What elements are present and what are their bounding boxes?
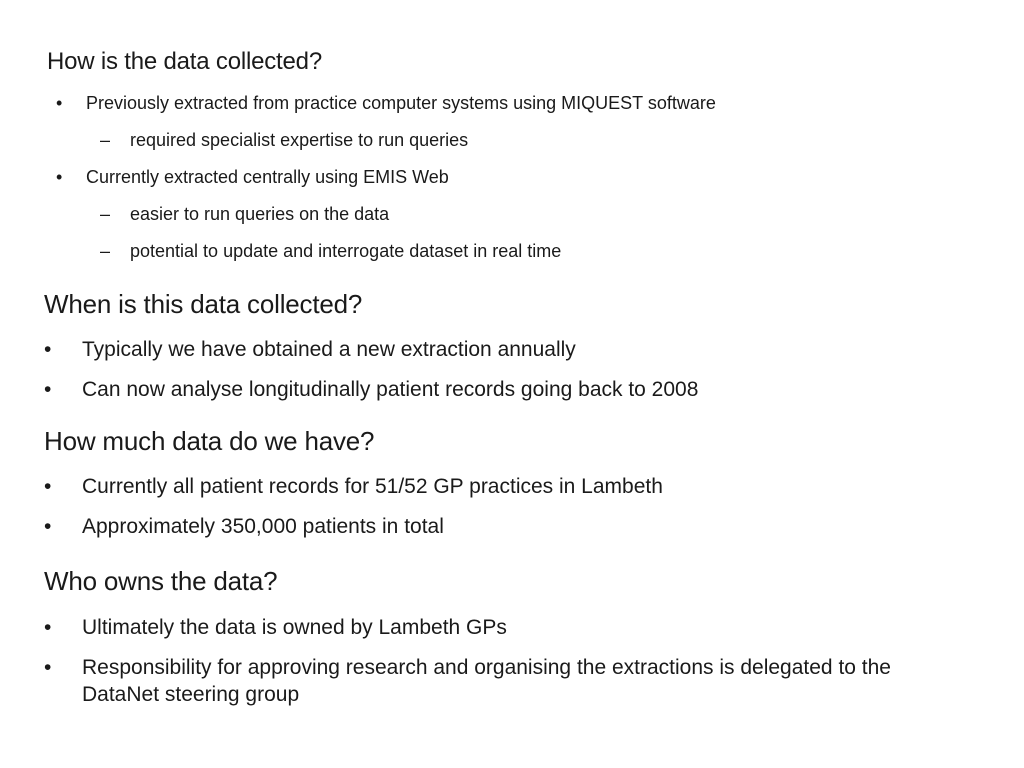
- section-heading: Who owns the data?: [44, 566, 278, 596]
- bullet-text: Previously extracted from practice computer systems using MIQUEST software: [86, 93, 716, 113]
- bullet-dot-icon: •: [44, 616, 52, 639]
- bullet-text: Currently all patient records for 51/52 GP practices in Lambeth: [82, 475, 663, 498]
- bullet-item: [44, 614, 984, 641]
- bullet-item: [44, 336, 984, 363]
- bullet-text: Can now analyse longitudinally patient records going back to 2008: [82, 378, 699, 401]
- bullet-item: [44, 654, 904, 709]
- bullet-dash-icon: –: [100, 130, 111, 150]
- bullet-text: Approximately 350,000 patients in total: [82, 515, 444, 538]
- bullet-dash-icon: –: [100, 204, 111, 224]
- bullet-text: Currently extracted centrally using EMIS Web: [86, 167, 449, 187]
- bullet-text: Typically we have obtained a new extraction annually: [82, 338, 576, 361]
- bullet-dot-icon: •: [44, 475, 52, 498]
- bullet-dot-icon: •: [44, 338, 52, 361]
- bullet-text: Ultimately the data is owned by Lambeth GPs: [82, 616, 507, 639]
- bullet-item: [44, 376, 984, 403]
- bullet-text: easier to run queries on the data: [130, 204, 390, 224]
- sub-bullet-item: [100, 203, 960, 226]
- section-heading: How is the data collected?: [47, 48, 322, 75]
- bullet-dot-icon: •: [56, 167, 63, 187]
- bullet-item: [44, 513, 984, 540]
- bullet-text: Responsibility for approving research and organising the extractions is delegated to the DataNet steering group: [82, 656, 891, 707]
- sub-bullet-item: [100, 129, 960, 152]
- bullet-dot-icon: •: [56, 93, 63, 113]
- sub-bullet-item: [100, 240, 960, 263]
- section-heading: When is this data collected?: [44, 289, 363, 319]
- bullet-item: [56, 166, 956, 189]
- bullet-dot-icon: •: [44, 515, 52, 538]
- bullet-dash-icon: –: [100, 241, 111, 261]
- bullet-dot-icon: •: [44, 378, 52, 401]
- bullet-dot-icon: •: [44, 656, 52, 679]
- bullet-item: [56, 92, 956, 115]
- bullet-text: potential to update and interrogate dataset in real time: [130, 241, 562, 261]
- bullet-text: required specialist expertise to run queries: [130, 130, 469, 150]
- bullet-item: [44, 473, 984, 500]
- section-heading: How much data do we have?: [44, 426, 375, 456]
